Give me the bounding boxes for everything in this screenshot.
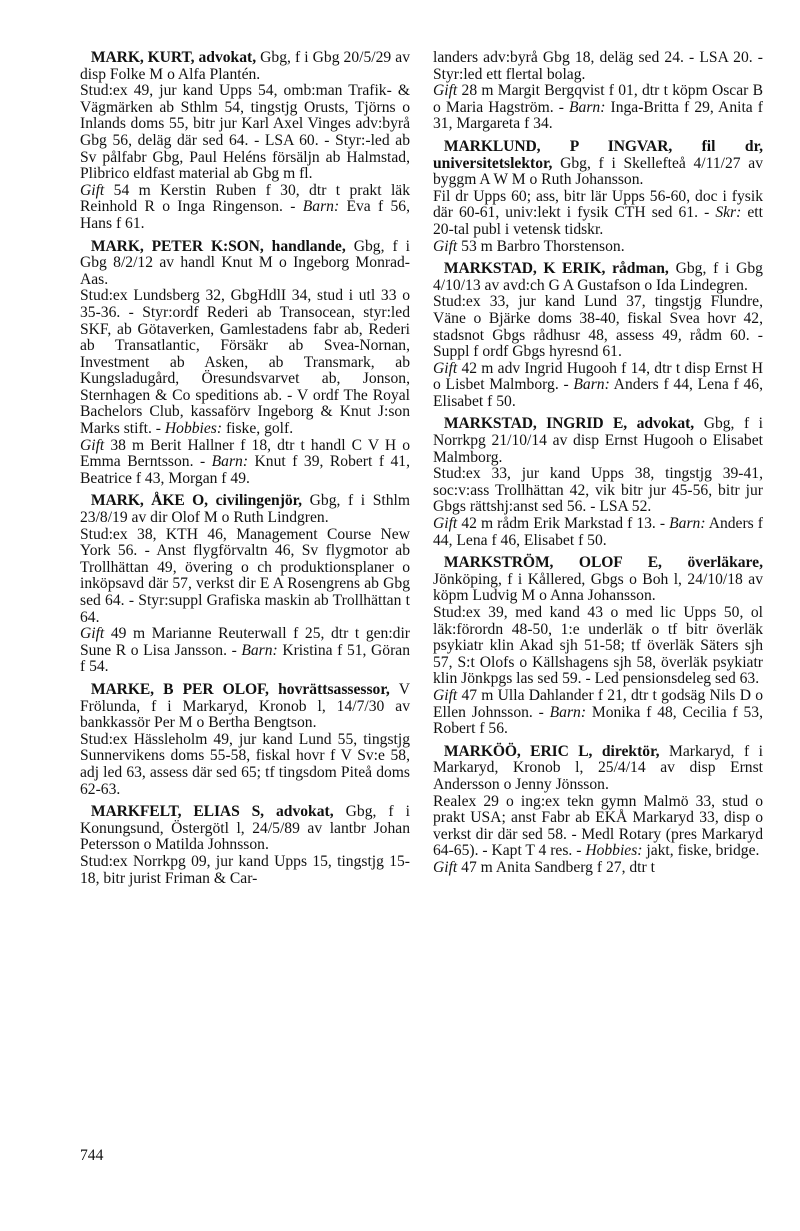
entry-name: MARKE, B PER OLOF, — [90, 680, 269, 698]
entry-body: Gbg, f i Gbg 8/2/12 av handl Knut M o Ingeborg Monrad-Aas. — [80, 237, 410, 288]
entry-title: handlande, — [271, 237, 346, 255]
entry-body: Markaryd, f i Markaryd, Kronob l, 25/4/14 av disp Ernst Andersson o Jenny Jönsson. — [433, 742, 764, 793]
entry-body: V Frölunda, f i Markaryd, Kronob l, 14/7/30 av bankkassör Per M o Bertha Bengtson. — [80, 680, 410, 732]
entry-name: MARKFELT, ELIAS S, — [90, 803, 264, 821]
gift-label: Gift — [80, 625, 105, 643]
entry-education: Stud:ex 33, jur kand Upps 38, tingstjg 39-41, soc:v:ass Trollhättan 42, vik bitr jur 45-56, bitr jur Gbgs rättshj:anst sed 56. - LSA 52. — [433, 465, 763, 516]
gift-text: 47 m Ulla Dahlander f 21, dtr t godsäg Nils D o Ellen Johnsson. - — [433, 686, 763, 721]
gift-text: 54 m Kerstin Ruben f 30, dtr t prakt läk Reinhold R o Inga Ringenson. - — [80, 181, 410, 216]
left-column — [80, 50, 410, 893]
gift-label: Gift — [433, 359, 458, 377]
entry-body: Gbg, f i Gbg 4/10/13 av avd:ch G A Gustafson o Ida Lindegren. — [433, 260, 763, 294]
entry-markoo-eric — [433, 744, 763, 877]
entry-marke-per — [80, 682, 410, 798]
entry-header — [433, 555, 763, 605]
entry-title: advokat, — [275, 803, 334, 821]
entry-education: Stud:ex Norrkpg 09, jur kand Upps 15, tingstjg 15-18, bitr jurist Friman & Car- — [80, 852, 410, 887]
barn-text: Inga-Britta f 29, Anita f 31, Margareta f 34. — [433, 98, 763, 133]
entry-title: civilingenjör, — [215, 492, 303, 510]
entry-markstad-erik — [433, 261, 763, 410]
entry-mark-ake — [80, 493, 410, 676]
continuation-text: landers adv:byrå Gbg 18, deläg sed 24. - LSA 20. - Styr:led ett flertal bolag. — [433, 49, 763, 83]
gift-text: 47 m Anita Sandberg f 27, dtr t — [457, 858, 655, 876]
barn-label: Barn: — [669, 515, 706, 533]
entry-mark-kurt — [80, 50, 410, 233]
entry-title: hovrättsassessor, — [278, 680, 390, 698]
education-text: Realex 29 o ing:ex tekn gymn Malmö 33, stud o prakt USA; anst Fabr ab EKÅ Markaryd 33, disp o verkst dir där sed 58. - Medl Rotary (pres Markaryd 64-65). - Kapt T 4 res. - — [433, 792, 763, 860]
entry-header — [80, 804, 410, 854]
entry-family — [433, 361, 763, 411]
entry-name: MARKÖÖ, ERIC L, — [443, 742, 593, 760]
entry-header — [433, 744, 763, 794]
entry-header — [80, 493, 410, 526]
barn-label: Barn: — [211, 453, 249, 471]
entry-title: fil dr, universitetslektor, — [433, 137, 763, 172]
entry-name: MARKLUND, P INGVAR, — [443, 137, 673, 155]
entry-education: Stud:ex 49, jur kand Upps 54, omb:man Trafik- & Vägmärken ab Sthlm 54, tingstjg Orusts, Tjörns o Inlands doms 55, bitr jur Karl Axel Vinges adv:byrå Gbg 56, deläg där sed 64. - LSA 60. - Styr:-led ab Sv pålfabr Gbg, Paul Heléns försäljn ab Halmstad, Plibrico eldfast material ab Gbg m fl. — [80, 82, 410, 183]
skr-text: ett 20-tal publ i vetensk tidskr. — [433, 204, 763, 238]
entry-title: rådman, — [612, 260, 669, 278]
barn-text: Eva f 56, Hans f 61. — [80, 198, 410, 232]
entry-name: MARK, ÅKE O, — [90, 492, 208, 510]
barn-text: Monika f 48, Cecilia f 53, Robert f 56. — [433, 703, 764, 738]
entry-body: Gbg, f i Skellefteå 4/11/27 av byggm A W M o Ruth Johansson. — [433, 154, 763, 189]
gift-text: 42 m adv Ingrid Hugooh f 14, dtr t disp Ernst H o Lisbet Malmborg. - — [433, 359, 763, 394]
gift-text: 49 m Marianne Reuterwall f 25, dtr t gen:dir Sune R o Lisa Jansson. - — [80, 625, 410, 659]
gift-label: Gift — [433, 515, 458, 533]
right-column — [433, 50, 763, 883]
entry-title: advokat, — [636, 415, 695, 433]
entry-name: MARKSTAD, INGRID E, — [443, 415, 628, 433]
barn-text: Knut f 39, Robert f 41, Beatrice f 43, Morgan f 49. — [80, 453, 410, 487]
barn-label: Barn: — [241, 641, 278, 659]
entry-name: MARK, PETER K:SON, — [90, 237, 264, 255]
entry-header — [433, 416, 763, 466]
barn-text: Kristina f 51, Göran f 54. — [80, 641, 410, 676]
entry-family — [80, 626, 410, 676]
entry-education — [433, 189, 763, 239]
entry-body: Gbg, f i Norrkpg 21/10/14 av disp Ernst Hugooh o Elisabet Malmborg. — [433, 415, 763, 466]
hobbies-label: Hobbies: — [164, 420, 223, 438]
entry-family — [80, 183, 410, 233]
entry-education — [433, 794, 763, 860]
gift-label: Gift — [433, 858, 458, 876]
entry-mark-peter — [80, 239, 410, 488]
entry-header — [80, 682, 410, 732]
entry-family — [433, 239, 763, 256]
entry-body: Jönköping, f i Kållered, Gbgs o Boh l, 24/10/18 av köpm Ludvig M o Anna Johansson. — [433, 570, 763, 605]
barn-text: Anders f 44, Lena f 46, Elisabet f 50. — [433, 515, 763, 549]
entry-markfelt-continuation — [433, 50, 763, 133]
gift-text: 28 m Margit Bergqvist f 01, dtr t köpm Oscar B o Maria Hagström. - — [433, 82, 763, 116]
entry-title: direktör, — [601, 742, 660, 760]
entry-family — [433, 860, 763, 877]
entry-markstrom-olof — [433, 555, 763, 738]
gift-label: Gift — [80, 181, 105, 199]
entry-name: MARK, KURT, — [90, 49, 195, 66]
entry-family — [433, 688, 763, 738]
gift-label: Gift — [433, 686, 458, 704]
entry-family — [80, 438, 410, 488]
hobbies-text: fiske, golf. — [222, 420, 294, 438]
entry-body: Gbg, f i Konungsund, Östergötl l, 24/5/89 av lantbr Johan Petersson o Matilda Johnsson. — [80, 803, 410, 854]
entry-name: MARKSTRÖM, OLOF E, — [443, 554, 662, 572]
entry-header — [80, 239, 410, 289]
barn-label: Barn: — [302, 198, 340, 216]
gift-text: 38 m Berit Hallner f 18, dtr t handl C V H o Emma Berntsson. - — [80, 436, 410, 471]
education-text: Fil dr Upps 60; ass, bitr lär Upps 56-60, doc i fysik där 60-61, univ:lekt i fysik CTH sed 61. - — [433, 187, 763, 222]
entry-education: Stud:ex 38, KTH 46, Management Course New York 56. - Anst flygförvaltn 46, Sv flygmotor ab Trollhättan 49, övering o ch produktionsplaner o inköpsavd där 57, verkst dir E A Rosengrens ab Gbg sed 64. - Styr:suppl Grafiska maskin ab Trollhättan t 64. — [80, 525, 410, 626]
gift-label: Gift — [80, 436, 105, 454]
hobbies-text: jakt, fiske, bridge. — [642, 842, 760, 860]
entry-title: advokat, — [198, 49, 257, 66]
hobbies-label: Hobbies: — [585, 842, 643, 860]
barn-label: Barn: — [549, 703, 587, 721]
entry-body: Gbg, f i Sthlm 23/8/19 av dir Olof M o Ruth Lindgren. — [80, 492, 410, 527]
entry-education: Stud:ex Hässleholm 49, jur kand Lund 55, tingstjg Sunnervikens doms 55-58, fiskal hovr f V Sv:e 58, adj led 63, assess där sed 65; tf tingsdom Piteå doms 62-63. — [80, 730, 410, 798]
gift-label: Gift — [433, 82, 458, 100]
page-number: 744 — [80, 1147, 104, 1164]
entry-header — [433, 261, 763, 294]
skr-label: Skr: — [715, 204, 742, 222]
entry-name: MARKSTAD, K ERIK, — [443, 260, 606, 278]
barn-label: Barn: — [573, 376, 610, 394]
entry-education: Stud:ex 39, med kand 43 o med lic Upps 50, ol läk:förordn 48-50, 1:e underläk o tf bitr överläk psykiatr klin Akad sjh 51-58; tf överläk Säters sjh 57, S:t Olofs o Källshagens sjh 58, överläk psykiatr klin Jönkpgs las sed 59. - Led pensionsdeleg sed 63. — [433, 604, 763, 688]
entry-body: Gbg, f i Gbg 20/5/29 av disp Folke M o Alfa Plantén. — [80, 49, 410, 83]
entry-header — [80, 50, 410, 83]
entry-markfelt-elias — [80, 804, 410, 887]
entry-education: Stud:ex 33, jur kand Lund 37, tingstjg Flundre, Väne o Bjärke doms 38-40, fiskal Svea hovr 42, stadsnot Gbgs rådhusr 48, assess 49, rådm 60. - Suppl f ordf Gbgs hyresnd 61. — [433, 293, 763, 361]
barn-text: Anders f 44, Lena f 46, Elisabet f 50. — [433, 376, 763, 410]
entry-header — [433, 139, 763, 189]
entry-markstad-ingrid — [433, 416, 763, 549]
entry-marklund-ingvar — [433, 139, 763, 255]
entry-title: överläkare, — [687, 554, 763, 572]
entry-education — [80, 288, 410, 437]
gift-label: Gift — [433, 237, 458, 255]
entry-family — [433, 516, 763, 549]
gift-text: 42 m rådm Erik Markstad f 13. - — [457, 515, 670, 533]
barn-label: Barn: — [569, 98, 606, 116]
entry-family — [433, 83, 763, 133]
education-text: Stud:ex Lundsberg 32, GbgHdlI 34, stud i utl 33 o 35-36. - Styr:ordf Rederi ab Transocean, styr:led SKF, ab Götaverken, Gamlestadens fabr ab, Rederi ab Transatlantic, Försäkr ab Svea-Nornan, Investment ab Asken, ab Transmark, ab Kungsladugård, Öresundsvarvet ab, Jonson, Sternhagen & Co speditions ab. - V ordf The Royal Bachelors Club, kassaförv Ingeborg & Knut J:son Marks stift. - — [80, 287, 410, 438]
gift-text: 53 m Barbro Thorstenson. — [457, 237, 625, 255]
